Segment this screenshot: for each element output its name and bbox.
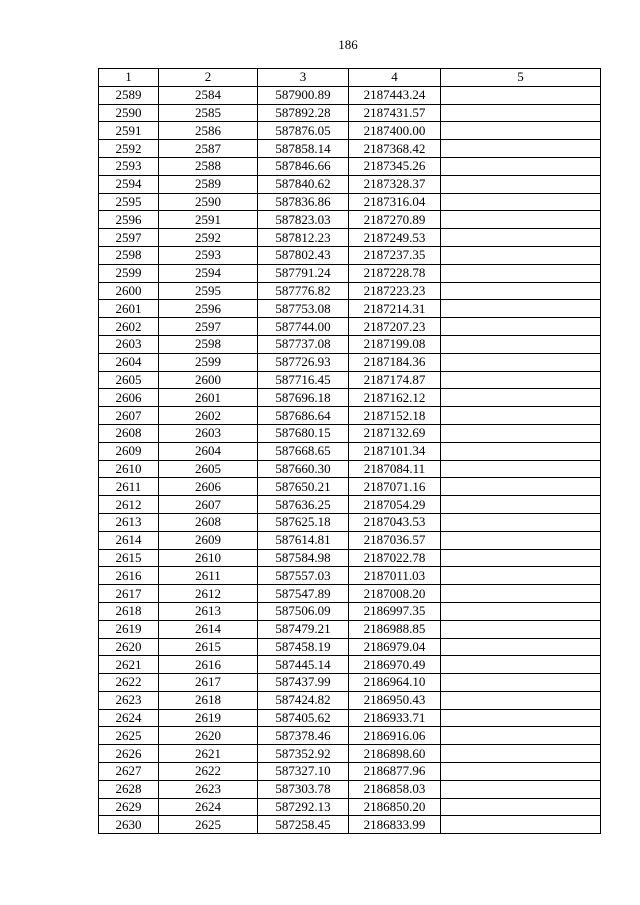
table-row [99,140,601,158]
table-cell: 2620 [159,727,258,745]
table-cell: 2186898.60 [349,745,441,763]
table-cell: 2629 [99,798,159,816]
table-cell [441,122,601,140]
table-cell: 2603 [99,335,159,353]
table-cell: 2613 [99,513,159,531]
table-row [99,389,601,407]
table-cell: 587744.00 [258,318,349,336]
table-cell: 2187132.69 [349,424,441,442]
table-row [99,478,601,496]
table-cell: 2607 [99,407,159,425]
table-cell [441,585,601,603]
table-cell [441,282,601,300]
table-cell: 2616 [159,656,258,674]
table-cell: 2584 [159,86,258,104]
table-cell [441,496,601,514]
table-cell: 2586 [159,122,258,140]
table-row [99,335,601,353]
table-row [99,211,601,229]
table-cell: 587686.64 [258,407,349,425]
table-cell: 2187270.89 [349,211,441,229]
table-cell [441,389,601,407]
table-cell: 2187174.87 [349,371,441,389]
table-cell: 2186916.06 [349,727,441,745]
table-row [99,745,601,763]
table-row [99,86,601,104]
table-cell: 2608 [99,424,159,442]
table-cell: 2588 [159,157,258,175]
table-cell: 2187184.36 [349,353,441,371]
table-cell [441,211,601,229]
table-cell: 2593 [159,246,258,264]
table-cell: 2187214.31 [349,300,441,318]
table-cell: 587776.82 [258,282,349,300]
table-cell: 2187328.37 [349,175,441,193]
table-row [99,816,601,834]
table-cell [441,229,601,247]
table-cell: 2594 [159,264,258,282]
table-cell: 2617 [99,585,159,603]
table-cell: 2187207.23 [349,318,441,336]
table-cell: 2617 [159,674,258,692]
table-cell: 2611 [159,567,258,585]
table-cell: 2585 [159,104,258,122]
table-row [99,602,601,620]
table-row [99,104,601,122]
table-cell: 2600 [159,371,258,389]
table-cell: 2187011.03 [349,567,441,585]
table-cell: 2592 [99,140,159,158]
table-cell: 2604 [159,442,258,460]
table-cell: 2619 [159,709,258,727]
table-cell [441,478,601,496]
table-cell: 2186858.03 [349,780,441,798]
table-cell [441,300,601,318]
table-cell: 587405.62 [258,709,349,727]
table-cell: 2606 [99,389,159,407]
table-cell [441,780,601,798]
table-cell: 587557.03 [258,567,349,585]
table-cell [441,531,601,549]
table-row [99,300,601,318]
table-cell: 2598 [159,335,258,353]
table-cell: 2626 [99,745,159,763]
table-cell: 587437.99 [258,674,349,692]
column-header: 3 [258,69,349,87]
table-cell: 587636.25 [258,496,349,514]
table-cell: 587812.23 [258,229,349,247]
table-cell: 2602 [99,318,159,336]
table-cell [441,798,601,816]
table-cell: 2187400.00 [349,122,441,140]
table-cell: 2610 [159,549,258,567]
table-cell: 2187101.34 [349,442,441,460]
table-cell: 587547.89 [258,585,349,603]
table-cell: 587836.86 [258,193,349,211]
table-body [99,86,601,833]
table-cell [441,140,601,158]
table-cell: 587352.92 [258,745,349,763]
table-cell: 2587 [159,140,258,158]
table-cell [441,602,601,620]
table-cell: 2606 [159,478,258,496]
table-header-row [99,69,601,87]
table-cell: 587892.28 [258,104,349,122]
table-cell: 2615 [99,549,159,567]
table-cell: 2607 [159,496,258,514]
table-cell: 2186964.10 [349,674,441,692]
table-cell [441,104,601,122]
table-cell: 2186970.49 [349,656,441,674]
table-cell [441,727,601,745]
table-row [99,674,601,692]
table-cell: 2624 [159,798,258,816]
table-cell: 2186850.20 [349,798,441,816]
table-cell: 587625.18 [258,513,349,531]
table-cell: 587737.08 [258,335,349,353]
table-cell [441,656,601,674]
table-cell: 2187084.11 [349,460,441,478]
table-cell: 2187043.53 [349,513,441,531]
table-cell: 2616 [99,567,159,585]
table-cell: 2619 [99,620,159,638]
table-cell [441,513,601,531]
table-cell: 2620 [99,638,159,656]
table-cell: 2628 [99,780,159,798]
table-cell: 2590 [159,193,258,211]
table-cell: 2186988.85 [349,620,441,638]
table-cell: 2592 [159,229,258,247]
table-cell: 2187345.26 [349,157,441,175]
table-row [99,727,601,745]
table-cell: 587791.24 [258,264,349,282]
table-cell [441,674,601,692]
table-cell [441,442,601,460]
table-cell: 2187054.29 [349,496,441,514]
table-cell: 587424.82 [258,691,349,709]
table-cell: 2624 [99,709,159,727]
column-header: 2 [159,69,258,87]
table-cell: 587650.21 [258,478,349,496]
table-cell: 587668.65 [258,442,349,460]
table-cell: 2187316.04 [349,193,441,211]
table-row [99,175,601,193]
table-cell: 2187249.53 [349,229,441,247]
table-cell [441,460,601,478]
table-row [99,691,601,709]
table-cell [441,175,601,193]
table-cell: 2593 [99,157,159,175]
table-cell [441,318,601,336]
table-cell: 2186833.99 [349,816,441,834]
table-row [99,282,601,300]
table-cell: 2630 [99,816,159,834]
table-cell: 587696.18 [258,389,349,407]
table-row [99,531,601,549]
table-row [99,656,601,674]
table-cell [441,86,601,104]
table-cell: 587840.62 [258,175,349,193]
table-row [99,567,601,585]
table-cell: 2614 [159,620,258,638]
table-cell: 2605 [99,371,159,389]
table-cell: 2615 [159,638,258,656]
table-cell: 2612 [99,496,159,514]
table-cell [441,638,601,656]
table-cell: 2596 [159,300,258,318]
table-row [99,353,601,371]
table-cell: 2187199.08 [349,335,441,353]
table-cell: 2625 [99,727,159,745]
table-cell [441,264,601,282]
table-cell: 2187237.35 [349,246,441,264]
table-cell: 2611 [99,478,159,496]
column-header: 5 [441,69,601,87]
table-cell: 2599 [159,353,258,371]
table-cell: 2594 [99,175,159,193]
table-cell: 2627 [99,763,159,781]
table-cell: 2187162.12 [349,389,441,407]
table-cell: 587303.78 [258,780,349,798]
table-row [99,709,601,727]
table-row [99,246,601,264]
table-cell [441,620,601,638]
table-cell: 2591 [99,122,159,140]
table-row [99,638,601,656]
table-cell: 2613 [159,602,258,620]
table-row [99,407,601,425]
table-cell: 587680.15 [258,424,349,442]
table-row [99,460,601,478]
table-cell: 2625 [159,816,258,834]
table-cell: 587823.03 [258,211,349,229]
table-cell [441,709,601,727]
table-cell: 2590 [99,104,159,122]
table-cell: 2598 [99,246,159,264]
table-cell: 2589 [99,86,159,104]
table-cell: 2618 [159,691,258,709]
table-cell: 2604 [99,353,159,371]
table-cell [441,193,601,211]
table-cell: 2595 [99,193,159,211]
table-cell: 2614 [99,531,159,549]
table-cell: 2187008.20 [349,585,441,603]
table-cell: 587753.08 [258,300,349,318]
table-row [99,620,601,638]
table-row [99,122,601,140]
table-cell: 587378.46 [258,727,349,745]
table-row [99,549,601,567]
table-cell [441,816,601,834]
table-cell: 2623 [159,780,258,798]
table-cell: 2187443.24 [349,86,441,104]
table-cell: 587445.14 [258,656,349,674]
table-cell: 2605 [159,460,258,478]
table-cell: 2601 [99,300,159,318]
table-cell: 2610 [99,460,159,478]
table-row [99,264,601,282]
page-number: 186 [338,37,358,52]
table-cell: 2597 [159,318,258,336]
table-cell [441,157,601,175]
table-cell: 2187368.42 [349,140,441,158]
table-cell: 2595 [159,282,258,300]
table-cell: 587584.98 [258,549,349,567]
table-cell: 2596 [99,211,159,229]
table-cell: 2603 [159,424,258,442]
table-cell: 2186933.71 [349,709,441,727]
table-cell [441,371,601,389]
table-cell: 587614.81 [258,531,349,549]
table-cell: 587258.45 [258,816,349,834]
table-cell [441,353,601,371]
table-cell: 2609 [99,442,159,460]
table-cell: 587716.45 [258,371,349,389]
table-row [99,798,601,816]
table-cell [441,335,601,353]
table-cell [441,424,601,442]
column-header: 1 [99,69,159,87]
table-cell: 587479.21 [258,620,349,638]
table-cell [441,246,601,264]
table-cell: 587292.13 [258,798,349,816]
table-cell: 2589 [159,175,258,193]
table-cell: 2187036.57 [349,531,441,549]
table-cell: 2186997.35 [349,602,441,620]
table-cell [441,549,601,567]
table-cell: 2187152.18 [349,407,441,425]
table-cell: 2601 [159,389,258,407]
table-cell: 2186877.96 [349,763,441,781]
table-cell: 2187071.16 [349,478,441,496]
table-cell: 2597 [99,229,159,247]
table-cell: 2187223.23 [349,282,441,300]
table-cell: 587458.19 [258,638,349,656]
table-cell: 587802.43 [258,246,349,264]
table-row [99,442,601,460]
table-row [99,424,601,442]
table-cell: 587726.93 [258,353,349,371]
table-cell: 2600 [99,282,159,300]
table-cell: 2609 [159,531,258,549]
table-cell [441,691,601,709]
table-cell: 2621 [159,745,258,763]
table-row [99,371,601,389]
table-cell: 2186950.43 [349,691,441,709]
table-cell: 2623 [99,691,159,709]
table-row [99,780,601,798]
table-cell: 2186979.04 [349,638,441,656]
table-cell: 587876.05 [258,122,349,140]
table-cell [441,567,601,585]
table-cell [441,407,601,425]
table-cell [441,745,601,763]
table-row [99,318,601,336]
table-cell: 2618 [99,602,159,620]
table-cell: 2602 [159,407,258,425]
table-cell: 587506.09 [258,602,349,620]
table-cell: 587327.10 [258,763,349,781]
table-cell: 587858.14 [258,140,349,158]
table-cell: 2612 [159,585,258,603]
table-cell: 2621 [99,656,159,674]
coordinates-table [98,68,601,834]
table-row [99,157,601,175]
table-cell: 2187022.78 [349,549,441,567]
table-row [99,585,601,603]
table-row [99,229,601,247]
table-row [99,496,601,514]
table-cell: 587660.30 [258,460,349,478]
table-cell: 2622 [159,763,258,781]
table-cell: 587846.66 [258,157,349,175]
table-cell: 2608 [159,513,258,531]
table-row [99,763,601,781]
table-cell: 2599 [99,264,159,282]
table-row [99,513,601,531]
column-header: 4 [349,69,441,87]
table-cell: 2187228.78 [349,264,441,282]
table-cell: 2187431.57 [349,104,441,122]
table-cell: 2622 [99,674,159,692]
table-cell: 2591 [159,211,258,229]
table-row [99,193,601,211]
table-cell [441,763,601,781]
table-cell: 587900.89 [258,86,349,104]
